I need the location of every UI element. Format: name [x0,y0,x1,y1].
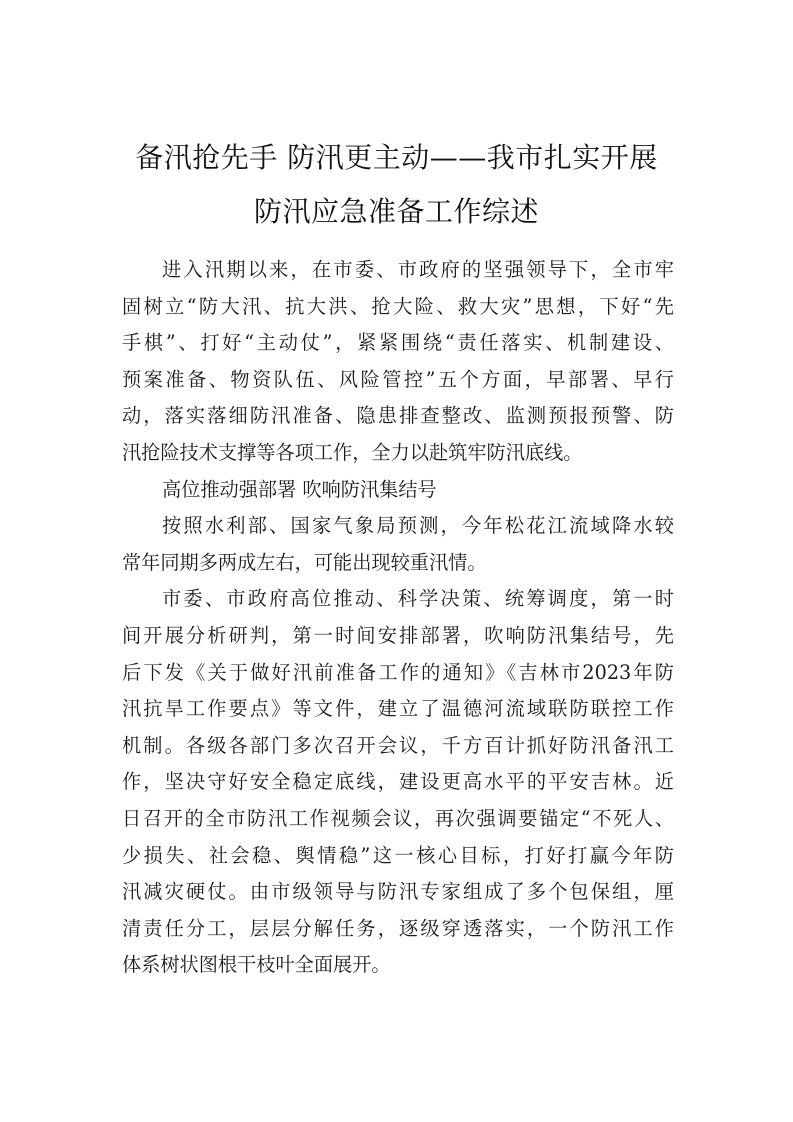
deployment-paragraph [122,581,674,984]
document-body [122,252,674,984]
paragraph-line: 固树立“防大汛、抗大洪、抢大险、救大灾”思想，下好“先 [122,294,674,318]
paragraph-line: 体系树状图根干枝叶全面展开。 [122,953,391,977]
paragraph-line: 作，坚决守好安全稳定底线，建设更高水平的平安吉林。近 [122,770,674,794]
paragraph-line: 日召开的全市防汛工作视频会议，再次强调要锚定“不死人、 [122,806,674,830]
section-heading [122,472,674,509]
document-title-line-2: 防汛应急准备工作综述 [253,195,539,228]
paragraph-line: 汛减灾硬仗。由市级领导与防汛专家组成了多个包保组，厘 [122,880,674,904]
paragraph-line: 常年同期多两成左右，可能出现较重汛情。 [122,550,487,574]
paragraph-line: 清责任分工，层层分解任务，逐级穿透落实，一个防汛工作 [122,916,674,940]
paragraph-line: 市委、市政府高位推动、科学决策、统筹调度，第一时 [162,587,674,611]
forecast-paragraph [122,508,674,581]
section-heading-text: 高位推动强部署 吹响防汛集结号 [162,477,437,501]
paragraph-line: 预案准备、物资队伍、风险管控”五个方面，早部署、早行 [122,367,674,391]
paragraph-line: 手棋”、打好“主动仗”，紧紧围绕“责任落实、机制建设、 [122,331,674,355]
paragraph-line: 汛抢险技术支撑等各项工作，全力以赴筑牢防汛底线。 [122,440,583,464]
intro-paragraph [122,252,674,472]
document-title-line-1: 备汛抢先手 防汛更主动——我市扎实开展 [135,141,658,174]
paragraph-line: 少损失、社会稳、舆情稳”这一核心目标，打好打赢今年防 [122,843,674,867]
paragraph-line: 后下发《关于做好汛前准备工作的通知》《吉林市2023年防 [122,660,674,684]
paragraph-line: 按照水利部、国家气象局预测，今年松花江流域降水较 [162,514,674,538]
paragraph-line: 间开展分析研判，第一时间安排部署，吹响防汛集结号，先 [122,623,674,647]
paragraph-line: 动，落实落细防汛准备、隐患排查整改、监测预报预警、防 [122,404,674,428]
paragraph-line: 机制。各级各部门多次召开会议，千方百计抓好防汛备汛工 [122,733,674,757]
paragraph-line: 进入汛期以来，在市委、市政府的坚强领导下，全市牢 [162,258,674,281]
paragraph-line: 汛抗旱工作要点》等文件，建立了温德河流域联防联控工作 [122,697,674,721]
